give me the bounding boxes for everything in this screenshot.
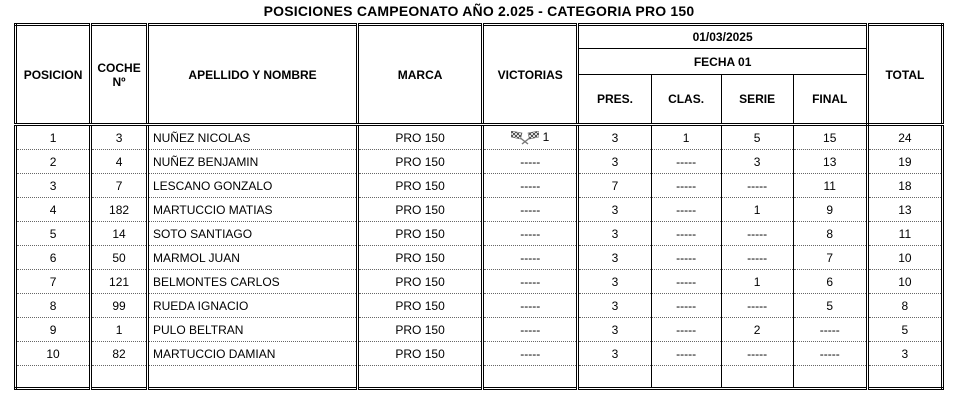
header-pres: PRES. <box>578 75 651 125</box>
table-row <box>16 222 943 246</box>
header-date: 01/03/2025 <box>578 25 867 49</box>
cell-clas: ----- <box>651 318 721 342</box>
cell-total: 13 <box>867 198 942 222</box>
cell-total: 8 <box>867 294 942 318</box>
cell-final: 15 <box>793 125 867 150</box>
table-row <box>16 150 943 174</box>
cell-pres: 3 <box>578 270 651 294</box>
empty-cell <box>358 366 483 389</box>
cell-total: 10 <box>867 246 942 270</box>
cell-posicion: 8 <box>16 294 91 318</box>
cell-clas: ----- <box>651 270 721 294</box>
cell-final: 5 <box>793 294 867 318</box>
cell-posicion: 2 <box>16 150 91 174</box>
header-coche-line1: COCHE <box>97 60 141 75</box>
cell-serie: ----- <box>721 294 793 318</box>
cell-posicion: 3 <box>16 174 91 198</box>
cell-serie: 3 <box>721 150 793 174</box>
cell-nombre: PULO BELTRAN <box>147 318 357 342</box>
cell-total: 19 <box>867 150 942 174</box>
empty-cell <box>867 366 942 389</box>
cell-posicion: 6 <box>16 246 91 270</box>
cell-marca: PRO 150 <box>358 222 483 246</box>
empty-cell <box>793 366 867 389</box>
cell-nombre: SOTO SANTIAGO <box>147 222 357 246</box>
header-total: TOTAL <box>867 25 942 125</box>
cell-victorias: ----- <box>483 198 578 222</box>
page-title: POSICIONES CAMPEONATO AÑO 2.025 - CATEGORIA PRO 150 <box>263 3 695 19</box>
checkered-flags-icon <box>511 131 539 145</box>
cell-clas: ----- <box>651 150 721 174</box>
cell-coche: 4 <box>91 150 148 174</box>
cell-serie: ----- <box>721 246 793 270</box>
cell-pres: 3 <box>578 294 651 318</box>
cell-serie: ----- <box>721 342 793 366</box>
cell-coche: 50 <box>91 246 148 270</box>
table-row <box>16 246 943 270</box>
header-clas: CLAS. <box>651 75 721 125</box>
table-row <box>16 342 943 366</box>
cell-coche: 182 <box>91 198 148 222</box>
cell-marca: PRO 150 <box>358 125 483 150</box>
cell-total: 24 <box>867 125 942 150</box>
table-row <box>16 174 943 198</box>
cell-nombre: MARTUCCIO DAMIAN <box>147 342 357 366</box>
cell-pres: 3 <box>578 222 651 246</box>
cell-victorias <box>483 125 578 150</box>
cell-posicion: 10 <box>16 342 91 366</box>
header-coche-line2: Nº <box>112 74 126 89</box>
cell-total: 5 <box>867 318 942 342</box>
cell-posicion: 4 <box>16 198 91 222</box>
table-row <box>16 198 943 222</box>
cell-posicion: 1 <box>16 125 91 150</box>
cell-marca: PRO 150 <box>358 342 483 366</box>
empty-row <box>16 366 943 389</box>
cell-marca: PRO 150 <box>358 318 483 342</box>
cell-pres: 3 <box>578 246 651 270</box>
header-serie: SERIE <box>721 75 793 125</box>
cell-marca: PRO 150 <box>358 246 483 270</box>
cell-clas: ----- <box>651 342 721 366</box>
empty-cell <box>16 366 91 389</box>
header-apellido-nombre: APELLIDO Y NOMBRE <box>147 25 357 125</box>
cell-serie: ----- <box>721 174 793 198</box>
cell-nombre: NUÑEZ NICOLAS <box>147 125 357 150</box>
cell-pres: 3 <box>578 318 651 342</box>
cell-total: 3 <box>867 342 942 366</box>
cell-nombre: LESCANO GONZALO <box>147 174 357 198</box>
cell-coche: 7 <box>91 174 148 198</box>
empty-cell <box>91 366 148 389</box>
empty-cell <box>721 366 793 389</box>
cell-pres: 3 <box>578 198 651 222</box>
cell-victorias: ----- <box>483 174 578 198</box>
cell-total: 18 <box>867 174 942 198</box>
cell-posicion: 5 <box>16 222 91 246</box>
cell-victorias: ----- <box>483 342 578 366</box>
cell-marca: PRO 150 <box>358 294 483 318</box>
cell-final: ----- <box>793 318 867 342</box>
cell-posicion: 9 <box>16 318 91 342</box>
cell-total: 10 <box>867 270 942 294</box>
cell-victorias: ----- <box>483 270 578 294</box>
cell-coche: 14 <box>91 222 148 246</box>
cell-victorias: ----- <box>483 150 578 174</box>
empty-cell <box>651 366 721 389</box>
table-row <box>16 318 943 342</box>
cell-serie: 2 <box>721 318 793 342</box>
cell-coche: 3 <box>91 125 148 150</box>
cell-marca: PRO 150 <box>358 174 483 198</box>
cell-pres: 3 <box>578 150 651 174</box>
cell-nombre: BELMONTES CARLOS <box>147 270 357 294</box>
cell-clas: ----- <box>651 198 721 222</box>
victorias-count: 1 <box>542 130 550 145</box>
table-row <box>16 294 943 318</box>
header-marca: MARCA <box>358 25 483 125</box>
cell-serie: 5 <box>721 125 793 150</box>
cell-final: 8 <box>793 222 867 246</box>
cell-final: 13 <box>793 150 867 174</box>
cell-nombre: MARMOL JUAN <box>147 246 357 270</box>
table-row <box>16 125 943 150</box>
cell-coche: 82 <box>91 342 148 366</box>
table-row <box>16 270 943 294</box>
cell-clas: ----- <box>651 294 721 318</box>
cell-pres: 3 <box>578 342 651 366</box>
cell-coche: 121 <box>91 270 148 294</box>
cell-serie: 1 <box>721 198 793 222</box>
header-coche-numero <box>91 25 148 125</box>
cell-clas: ----- <box>651 222 721 246</box>
cell-clas: 1 <box>651 125 721 150</box>
header-posicion: POSICION <box>16 25 91 125</box>
standings-table <box>14 23 944 390</box>
cell-clas: ----- <box>651 174 721 198</box>
cell-final: 11 <box>793 174 867 198</box>
cell-nombre: RUEDA IGNACIO <box>147 294 357 318</box>
cell-marca: PRO 150 <box>358 150 483 174</box>
header-fecha: FECHA 01 <box>578 49 867 75</box>
cell-coche: 99 <box>91 294 148 318</box>
empty-cell <box>147 366 357 389</box>
cell-total: 11 <box>867 222 942 246</box>
cell-clas: ----- <box>651 246 721 270</box>
cell-final: 9 <box>793 198 867 222</box>
cell-final: ----- <box>793 342 867 366</box>
header-victorias: VICTORIAS <box>483 25 578 125</box>
cell-serie: ----- <box>721 222 793 246</box>
header-row-date <box>16 25 943 49</box>
cell-pres: 7 <box>578 174 651 198</box>
cell-pres: 3 <box>578 125 651 150</box>
cell-marca: PRO 150 <box>358 198 483 222</box>
cell-nombre: NUÑEZ BENJAMIN <box>147 150 357 174</box>
empty-cell <box>483 366 578 389</box>
empty-cell <box>578 366 651 389</box>
cell-victorias: ----- <box>483 246 578 270</box>
header-final: FINAL <box>793 75 867 125</box>
cell-coche: 1 <box>91 318 148 342</box>
cell-serie: 1 <box>721 270 793 294</box>
cell-victorias: ----- <box>483 222 578 246</box>
cell-posicion: 7 <box>16 270 91 294</box>
cell-nombre: MARTUCCIO MATIAS <box>147 198 357 222</box>
cell-final: 6 <box>793 270 867 294</box>
cell-marca: PRO 150 <box>358 270 483 294</box>
cell-victorias: ----- <box>483 318 578 342</box>
cell-victorias: ----- <box>483 294 578 318</box>
cell-final: 7 <box>793 246 867 270</box>
